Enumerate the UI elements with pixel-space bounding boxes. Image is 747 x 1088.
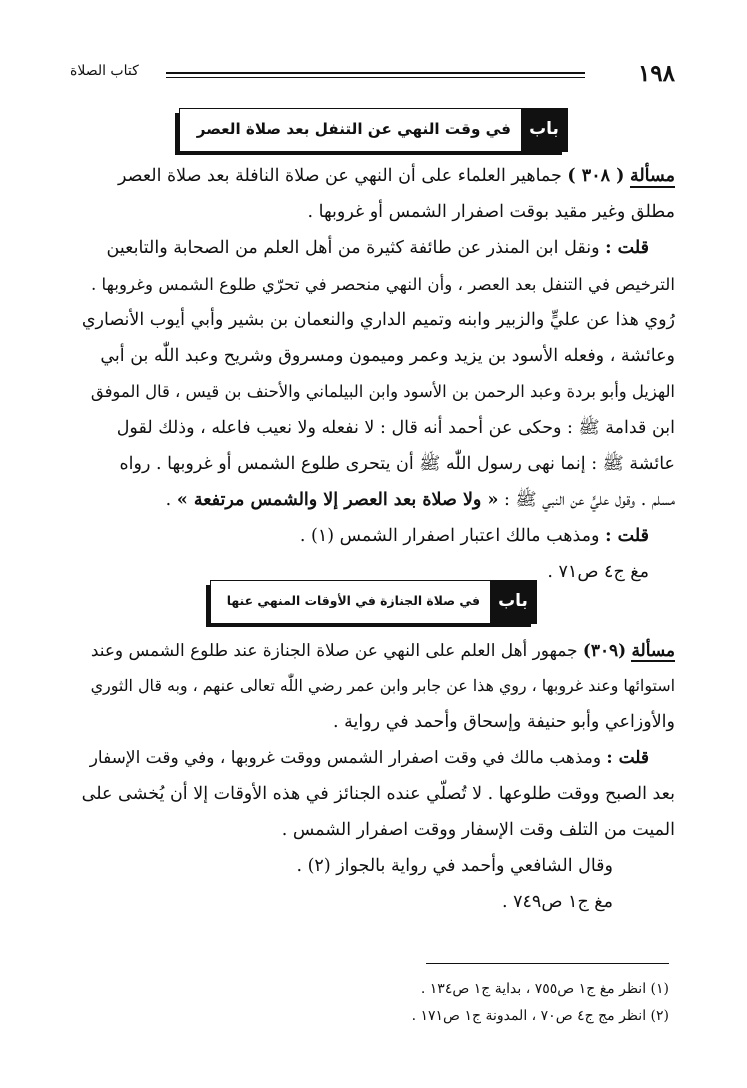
reference-line: مغ ج٤ ص٧١ . <box>547 562 649 582</box>
qult-text: ومذهب مالك اعتبار اصفرار الشمس (١) . <box>299 526 600 546</box>
masala-line: مطلق وغير مقيد بوقت اصفرار الشمس أو غروبها . <box>307 202 675 222</box>
masala-text: جماهير العلماء على أن النهي عن صلاة النافلة بعد صلاة العصر <box>117 166 562 186</box>
page-number: ١٩٨ <box>637 60 675 87</box>
masala-line: والأوزاعي وأبو حنيفة وإسحاق وأحمد في رواية . <box>332 712 675 732</box>
bab-label: باب <box>521 109 567 151</box>
masala-number: (٣٠٩) <box>582 640 627 660</box>
masala-line <box>78 632 675 668</box>
qult-label: قلت : <box>605 238 649 258</box>
book-title: كتاب الصلاة <box>70 63 139 79</box>
qult-text: ونقل ابن المنذر عن طائفة كثيرة من أهل العلم من الصحابة والتابعين <box>106 238 600 258</box>
running-header <box>70 60 675 90</box>
footnote-separator <box>426 963 669 964</box>
text-prefix: مسلم . وقول عليٍّ عن النبي ﷺ : <box>504 490 675 510</box>
masala-text: جمهور أهل العلم على النهي عن صلاة الجنازة عند طلوع الشمس وعند <box>90 640 578 660</box>
qult-line <box>78 518 675 554</box>
footnote: (١) انظر مغ ج١ ص٧٥٥ ، بداية ج١ ص١٣٤ . <box>420 981 669 997</box>
masala-label: مسألة <box>629 166 675 186</box>
text-line: عائشة ﷺ : إنما نهى رسول اللّٰه ﷺ أن يتحرى طلوع الشمس أو غروبها . رواه <box>119 454 675 474</box>
chapter-title: في صلاة الجنازة في الأوقات المنهي عنها <box>226 593 480 608</box>
text-line: رُوي هذا عن عليٍّ والزبير وابنه وتميم الداري والنعمان بن بشير وأبي أيوب الأنصاري <box>81 310 675 330</box>
qult-line <box>78 740 675 776</box>
masala-number: ( ٣٠٨ ) <box>567 166 625 186</box>
chapter-title: في وقت النهي عن التنفل بعد صلاة العصر <box>196 120 511 138</box>
footnote: (٢) انظر مج ج٤ ص٧٠ ، المدونة ج١ ص١٧١ . <box>411 1008 669 1024</box>
section-309 <box>78 632 675 920</box>
footnotes <box>72 976 669 1030</box>
chapter-heading-1 <box>179 108 568 152</box>
text-line: ابن قدامة ﷺ : وحكى عن أحمد أنه قال : لا نفعله ولا نعيب فاعله ، وذلك لقول <box>116 418 675 438</box>
qult-line <box>78 230 675 266</box>
qult-text: ومذهب مالك في وقت اصفرار الشمس ووقت غروبها ، وفي وقت الإسفار <box>89 748 602 768</box>
hadith-quote: « ولا صلاة بعد العصر إلا والشمس مرتفعة » <box>176 490 499 510</box>
qult-label: قلت : <box>605 526 649 546</box>
masala-line: استوائها وعند غروبها ، روي هذا عن جابر وابن عمر رضي اللّٰه تعالى عنهم ، وبه قال الثوري <box>90 676 675 695</box>
masala-label: مسألة <box>631 640 675 660</box>
text-line: وعائشة ، وفعله الأسود بن يزيد وعمر وميمون ومسروق وشريح وعبد اللّٰه بن أبي <box>100 346 675 366</box>
text-line: الهزيل وأبو بردة وعبد الرحمن بن الأسود وابن البيلماني والأحنف بن قيس ، قال الموفق <box>90 382 675 401</box>
qult-label: قلت : <box>606 748 649 768</box>
text-line <box>78 482 675 518</box>
text-suffix: . <box>165 490 172 510</box>
text-line: بعد الصبح ووقت طلوعها . لا تُصلّي عنده الجنائز في هذه الأوقات إلا أن يُخشى على <box>81 784 675 804</box>
header-rule <box>166 72 585 78</box>
section-308 <box>78 158 675 590</box>
reference-line: مغ ج١ ص٧٤٩ . <box>501 892 613 912</box>
bab-label: باب <box>490 581 536 623</box>
masala-line <box>78 158 675 194</box>
chapter-heading-2 <box>210 580 537 624</box>
text-line: الميت من التلف وقت الإسفار ووقت اصفرار الشمس . <box>281 820 675 840</box>
text-line: وقال الشافعي وأحمد في رواية بالجواز (٢) . <box>296 856 613 876</box>
text-line: الترخيص في التنفل بعد العصر ، وأن النهي منحصر في تحرّي طلوع الشمس وغروبها . <box>90 274 675 294</box>
